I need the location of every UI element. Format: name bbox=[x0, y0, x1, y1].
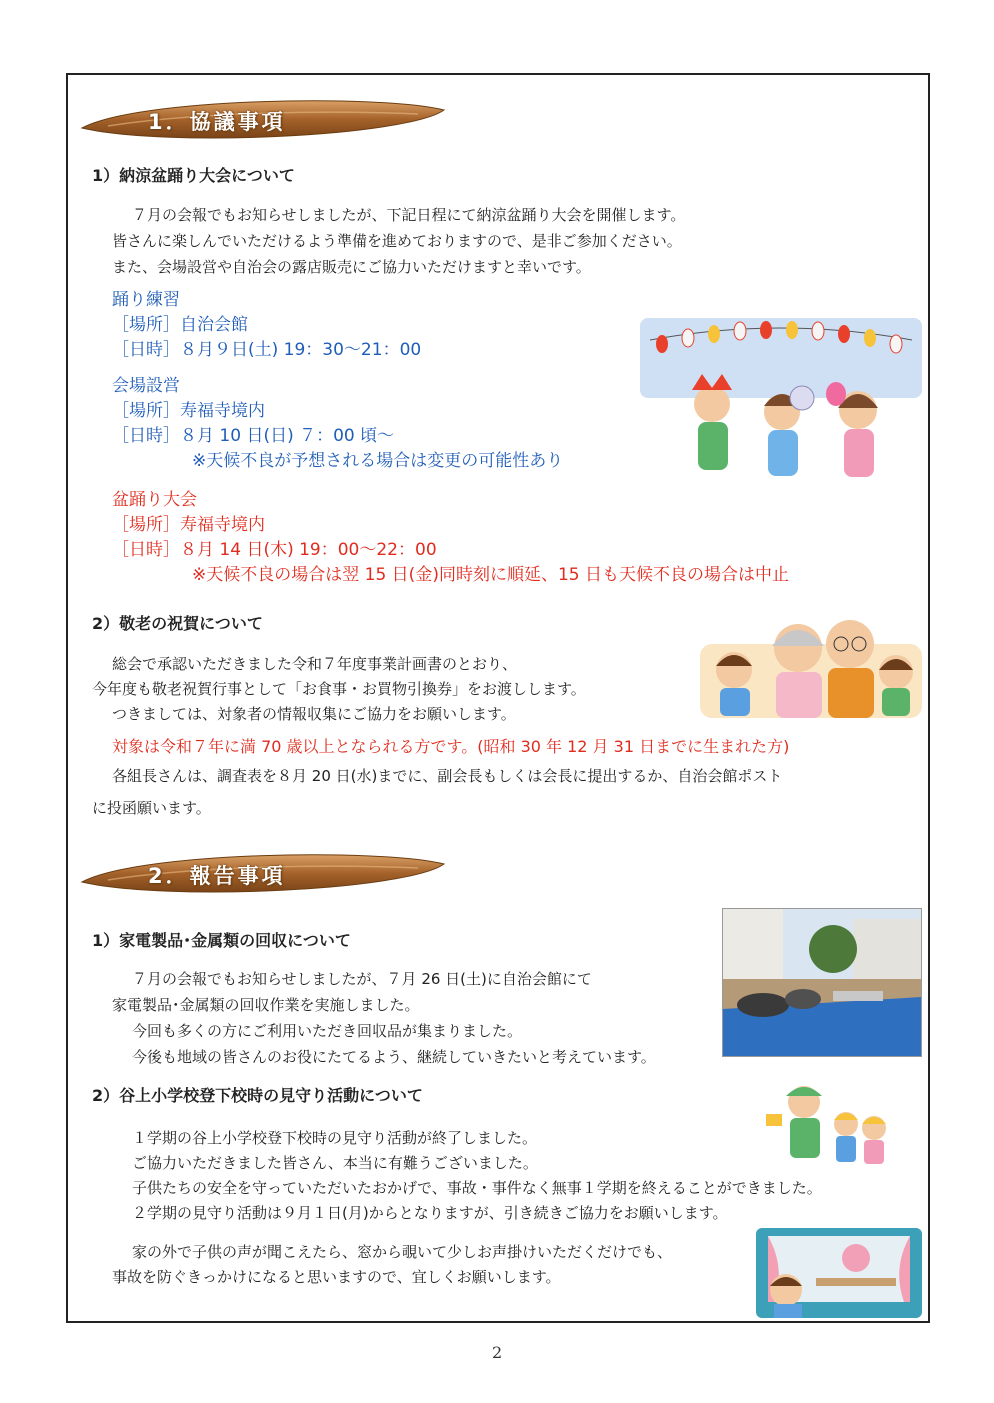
event-name: 盆踊り大会 bbox=[112, 490, 197, 510]
paragraph-line: ご協力いただきました皆さん、本当に有難うございました。 bbox=[132, 1154, 538, 1172]
paragraph-line: 事故を防ぐきっかけになると思いますので、宜しくお願いします。 bbox=[112, 1268, 561, 1286]
paragraph-line: 各組長さんは、調査表を８月 20 日(水)までに、副会長もしくは会長に提出するか、自治会館ポスト bbox=[112, 767, 783, 785]
paragraph-line: つきましては、対象者の情報収集にご協力をお願いします。 bbox=[112, 705, 516, 723]
paragraph-line: 今後も地域の皆さんのお役にたてるよう、継続していきたいと考えています。 bbox=[132, 1048, 656, 1066]
paragraph-line: 家の外で子供の声が聞こえたら、窓から覗いて少しお声掛けいただくだけでも、 bbox=[132, 1243, 673, 1261]
event-date: ［日時］８月９日(土) 19：30～21：00 bbox=[112, 340, 422, 360]
paragraph-line: 子供たちの安全を守っていただいたおかげで、事故・事件なく無事１学期を終えることができました。 bbox=[132, 1179, 822, 1197]
item-heading: 1）納涼盆踊り大会について bbox=[92, 166, 295, 185]
paragraph-line: 皆さんに楽しんでいただけるよう準備を進めておりますので、是非ご参加ください。 bbox=[112, 232, 682, 250]
paragraph-line: ７月の会報でもお知らせしましたが、７月 26 日(土)に自治会館にて bbox=[132, 970, 592, 988]
page-number: 2 bbox=[492, 1343, 503, 1362]
item-heading: 2）敬老の祝賀について bbox=[92, 614, 263, 633]
section-title: 1．協議事項 bbox=[148, 110, 286, 134]
paragraph-line: ２学期の見守り活動は９月１日(月)からとなりますが、引き続きご協力をお願いします。 bbox=[132, 1204, 728, 1222]
event-name: 会場設営 bbox=[112, 376, 180, 396]
paragraph-line: また、会場設営や自治会の露店販売にご協力いただけますと幸いです。 bbox=[112, 258, 591, 276]
bon-dance-illustration bbox=[640, 318, 922, 488]
event-note: ※天候不良の場合は翌 15 日(金)同時刻に順延、15 日も天候不良の場合は中止 bbox=[192, 565, 789, 585]
eligibility-highlight: 対象は令和７年に満 70 歳以上となられる方です。(昭和 30 年 12 月 31 日までに生まれた方) bbox=[112, 737, 790, 756]
collection-photo bbox=[722, 908, 922, 1057]
event-place: ［場所］寿福寺境内 bbox=[112, 401, 265, 421]
paragraph-line: に投函願います。 bbox=[92, 799, 211, 817]
section-2-banner bbox=[78, 846, 448, 906]
paragraph-line: 家電製品･金属類の回収作業を実施しました。 bbox=[112, 996, 420, 1014]
item-heading: 2）谷上小学校登下校時の見守り活動について bbox=[92, 1086, 423, 1105]
event-place: ［場所］寿福寺境内 bbox=[112, 515, 265, 535]
elderly-family-illustration bbox=[700, 608, 922, 718]
paragraph-line: １学期の谷上小学校登下校時の見守り活動が終了しました。 bbox=[132, 1129, 538, 1147]
paragraph-line: ７月の会報でもお知らせしましたが、下記日程にて納涼盆踊り大会を開催します。 bbox=[132, 206, 686, 224]
section-title: 2．報告事項 bbox=[148, 864, 286, 888]
event-date: ［日時］８月 10 日(日) ７：00 頃～ bbox=[112, 426, 395, 446]
section-1-banner bbox=[78, 92, 448, 152]
paragraph-line: 総会で承認いただきました令和７年度事業計画書のとおり、 bbox=[112, 655, 518, 673]
event-note: ※天候不良が予想される場合は変更の可能性あり bbox=[192, 451, 564, 471]
paragraph-line: 今年度も敬老祝賀行事として「お食事・お買物引換券」をお渡しします。 bbox=[92, 680, 586, 698]
event-name: 踊り練習 bbox=[112, 290, 180, 310]
paragraph-line: 今回も多くの方にご利用いただき回収品が集まりました。 bbox=[132, 1022, 523, 1040]
item-heading: 1）家電製品･金属類の回収について bbox=[92, 931, 351, 950]
crossing-guard-illustration bbox=[760, 1078, 892, 1170]
event-date: ［日時］８月 14 日(木) 19：00～22：00 bbox=[112, 540, 437, 560]
event-place: ［場所］自治会館 bbox=[112, 315, 248, 335]
window-watch-illustration bbox=[756, 1228, 922, 1318]
